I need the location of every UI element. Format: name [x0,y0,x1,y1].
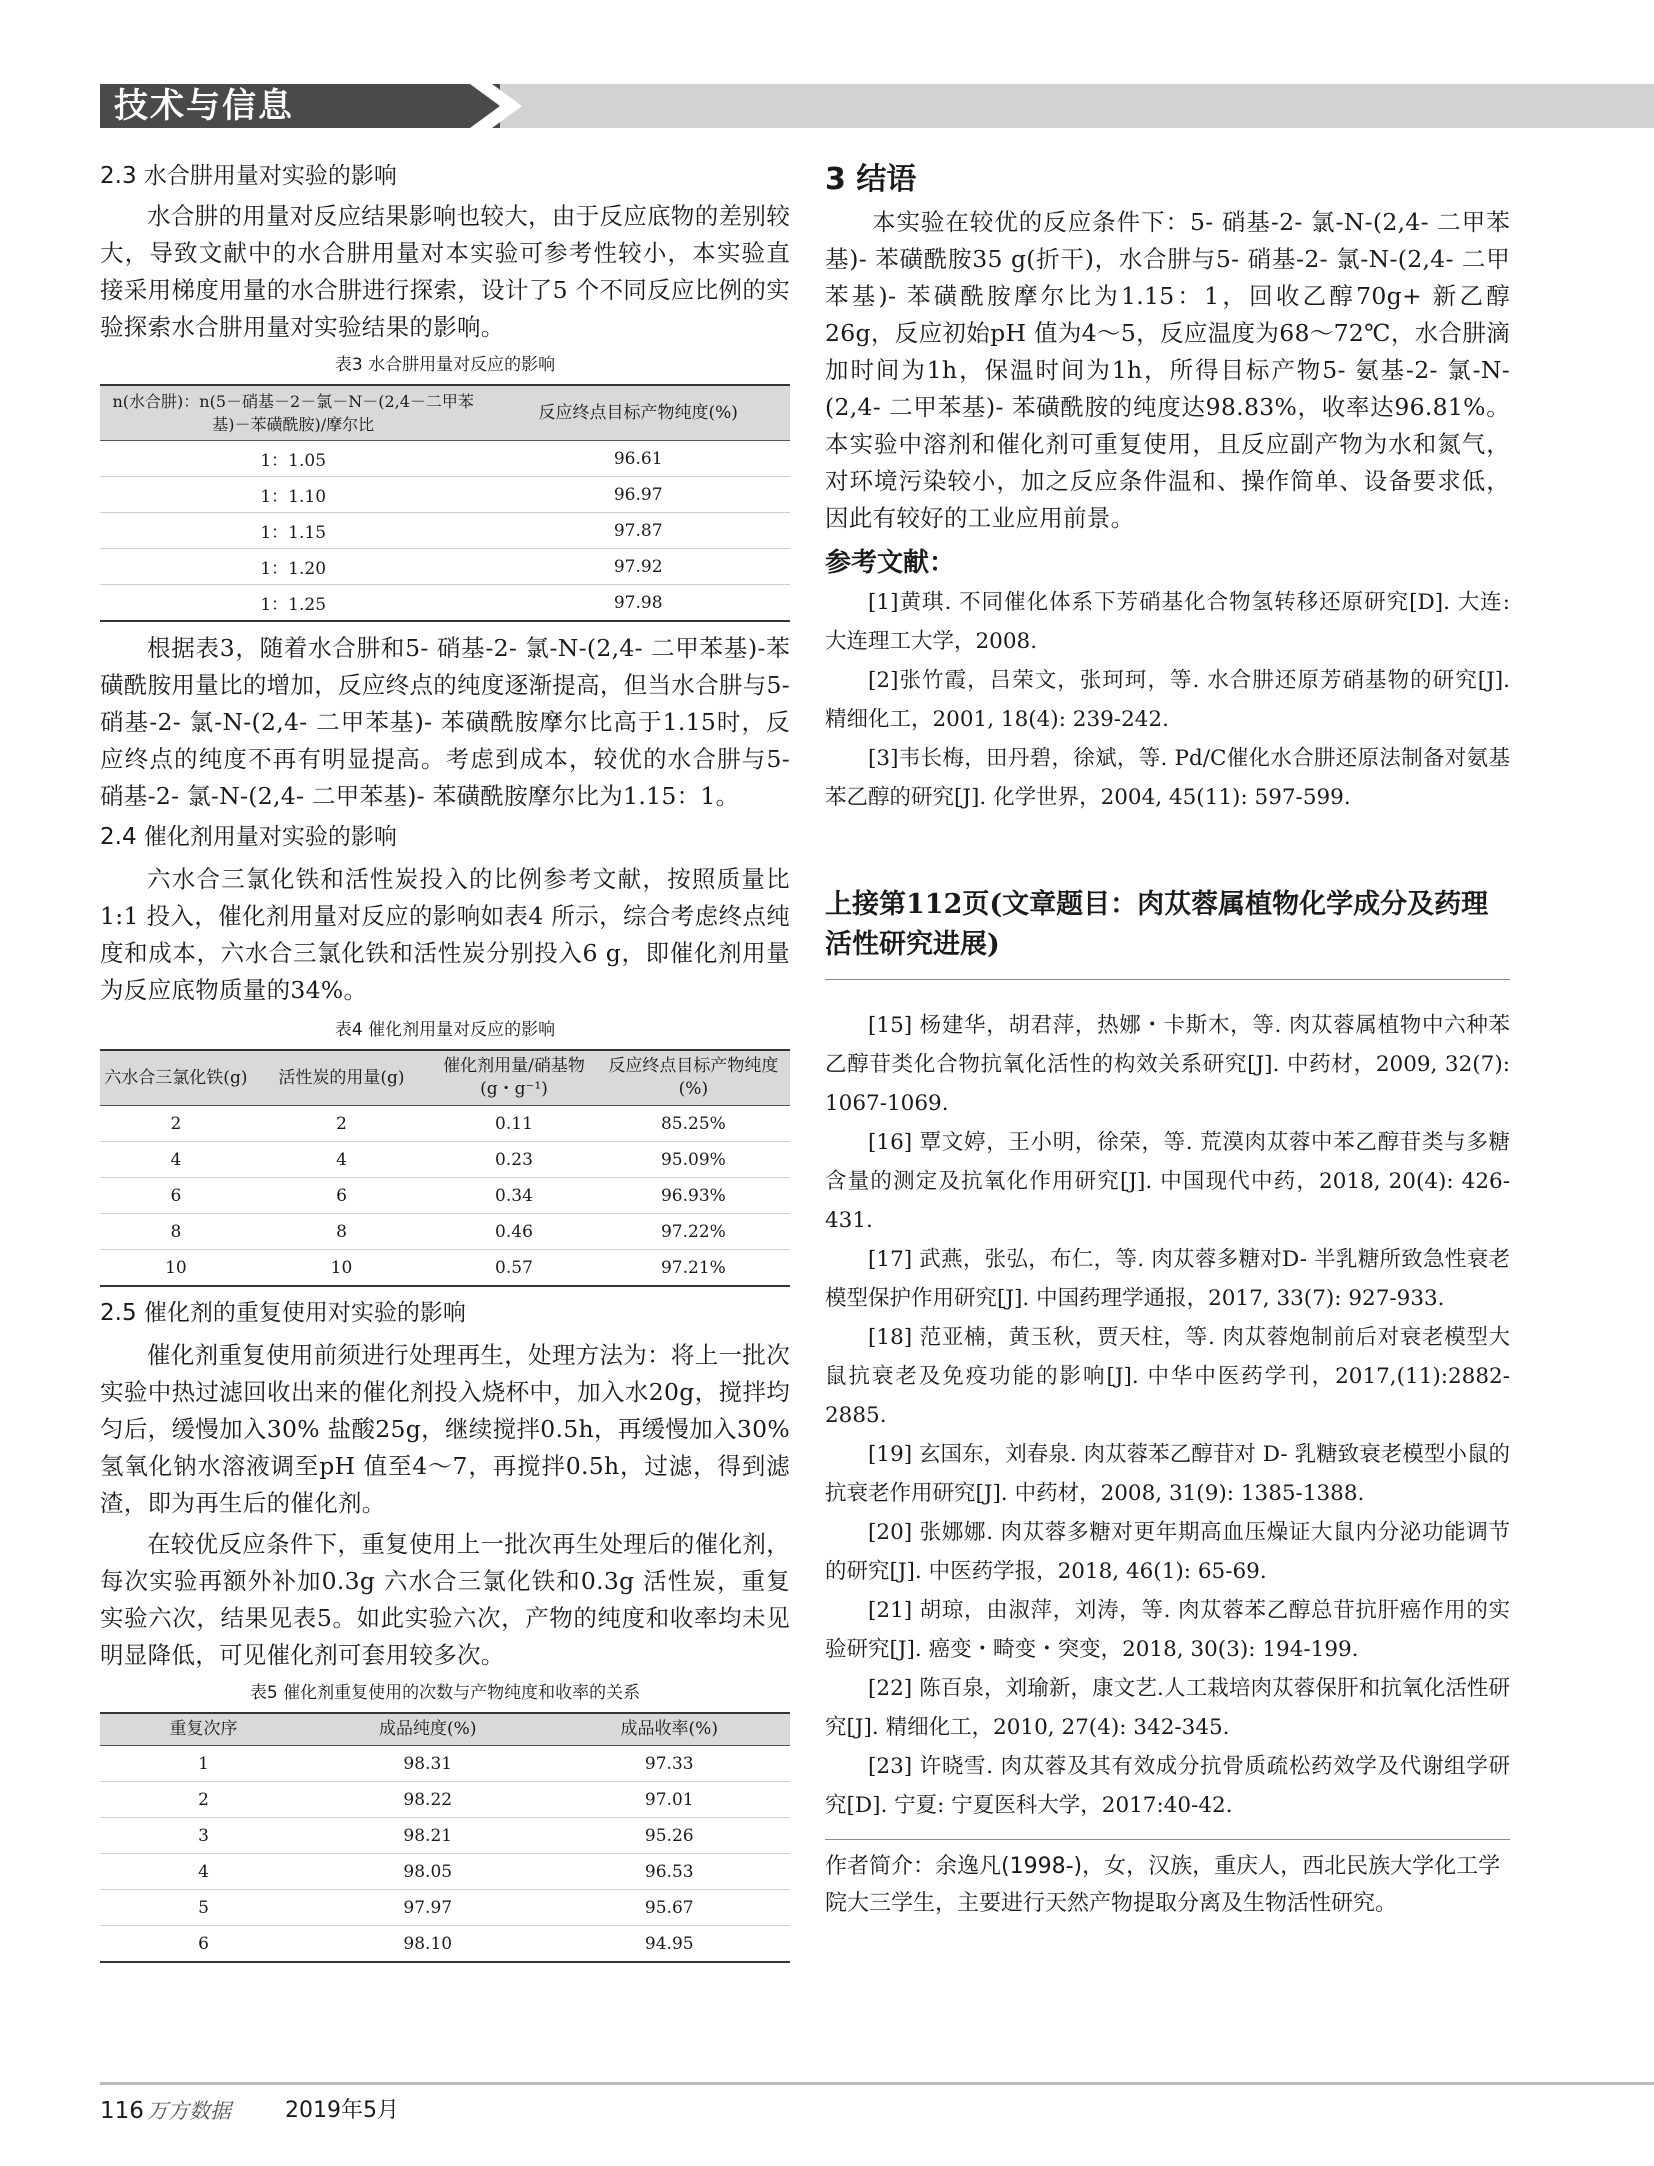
reference-item: [19] 玄国东，刘春泉. 肉苁蓉苯乙醇苷对 D- 乳糖致衰老模型小鼠的抗衰老作用研究[J]. 中药材，2008, 31(9): 1385-1388. [825,1442,1510,1506]
table-cell: 85.25% [597,1106,790,1142]
table-row [100,1142,790,1178]
table-cell: 96.61 [486,441,790,477]
reference-item: [21] 胡琼，由淑萍，刘涛，等. 肉苁蓉苯乙醇总苷抗肝癌作用的实验研究[J]. 癌变・畸变・突变，2018, 30(3): 194-199. [825,1598,1510,1662]
table-cell: 97.22% [597,1214,790,1250]
table-3 [100,384,790,622]
conclusion-paragraph: 本实验在较优的反应条件下：5- 硝基-2- 氯-N-(2,4- 二甲苯基)- 苯磺酰胺35 g(折干)，水合肼与5- 硝基-2- 氯-N-(2,4- 二甲苯基)- 苯磺酰胺摩尔比为1.15：1，回收乙醇70g+ 新乙醇26g，反应初始pH 值为4～5，反应温度为68～72℃，水合肼滴加时间为1h，保温时间为1h，所得目标产物5- 氨基-2- 氯-N-(2,4- 二甲苯基)- 苯磺酰胺的纯度达98.83%，收率达96.81%。本实验中溶剂和催化剂可重复使用，且反应副产物为水和氮气，对环境污染较小，加之反应条件温和、操作简单、设备要求低，因此有较好的工业应用前景。 [825,208,1510,532]
table-cell: 97.01 [549,1782,791,1818]
table-header: 催化剂用量/硝基物(g・g⁻¹) [431,1050,597,1106]
table-cell: 97.97 [307,1890,549,1926]
table-cell: 1：1.25 [100,585,486,622]
table-caption: 表5 催化剂重复使用的次数与产物纯度和收率的关系 [249,1683,641,1703]
table-cell: 97.33 [549,1746,791,1782]
table-cell: 97.92 [486,549,790,585]
table-cell: 4 [100,1854,307,1890]
table-row [100,477,790,513]
references-heading: 参考文献： [825,548,956,578]
table-cell: 98.05 [307,1854,549,1890]
reference-item: [3]韦长梅，田丹碧，徐斌，等. Pd/C催化水合肼还原法制备对氨基苯乙醇的研究[J]. 化学世界，2004, 45(11): 597-599. [825,746,1510,810]
table-cell: 1：1.20 [100,549,486,585]
table-cell: 97.21% [597,1250,790,1287]
table-cell: 96.93% [597,1178,790,1214]
page-number: 116 [100,2098,144,2124]
table-header: n(水合肼)：n(5－硝基－2－氯－N－(2,4－二甲苯基)－苯磺酰胺)/摩尔比 [100,385,486,441]
table-header: 反应终点目标产物纯度(%) [486,385,790,441]
section-title: 技术与信息 [114,86,294,126]
table-row [100,549,790,585]
table-cell: 95.67 [549,1890,791,1926]
table-row [100,513,790,549]
table-row [100,1854,790,1890]
table-row [100,1782,790,1818]
watermark-text: 万方数据 [147,2099,231,2123]
table-row [100,1250,790,1287]
table-cell: 10 [100,1250,252,1287]
reference-item: [15] 杨建华，胡君萍，热娜・卡斯木，等. 肉苁蓉属植物中六种苯乙醇苷类化合物抗氧化活性的构效关系研究[J]. 中药材，2009, 32(7): 1067-1069. [825,1013,1510,1116]
table-cell: 98.10 [307,1926,549,1963]
table-cell: 97.98 [486,585,790,622]
table-cell: 0.11 [431,1106,597,1142]
table-row [100,1214,790,1250]
table-cell: 95.26 [549,1818,791,1854]
table-cell: 96.97 [486,477,790,513]
reference-item: [17] 武燕，张弘，布仁，等. 肉苁蓉多糖对D- 半乳糖所致急性衰老模型保护作用研究[J]. 中国药理学通报，2017, 33(7): 927-933. [825,1247,1510,1311]
table-row [100,585,790,622]
reference-item: [2]张竹霞，吕荣文，张珂珂，等. 水合肼还原芳硝基物的研究[J]. 精细化工，2001, 18(4): 239-242. [825,668,1510,732]
table-header: 重复次序 [100,1713,307,1746]
paragraph: 在较优反应条件下，重复使用上一批次再生处理后的催化剂，每次实验再额外补加0.3g 六水合三氯化铁和0.3g 活性炭，重复实验六次，结果见表5。如此实验六次，产物的纯度和收率均未见明显降低，可见催化剂可套用较多次。 [100,1530,790,1669]
table-cell: 97.87 [486,513,790,549]
right-column [825,160,1510,1922]
table-cell: 1 [100,1746,307,1782]
table-cell: 94.95 [549,1926,791,1963]
table-cell: 8 [252,1214,431,1250]
paragraph: 根据表3，随着水合肼和5- 硝基-2- 氯-N-(2,4- 二甲苯基)-苯磺酰胺用量比的增加，反应终点的纯度逐渐提高，但当水合肼与5- 硝基-2- 氯-N-(2,4- 二甲苯基)- 苯磺酰胺摩尔比高于1.15时，反应终点的纯度不再有明显提高。考虑到成本，较优的水合肼与5- 硝基-2- 氯-N-(2,4- 二甲苯基)- 苯磺酰胺摩尔比为1.15：1。 [100,634,790,810]
left-column [100,160,790,1963]
table-cell: 8 [100,1214,252,1250]
table-cell: 1：1.15 [100,513,486,549]
table-header: 成品纯度(%) [307,1713,549,1746]
reference-item: [18] 范亚楠，黄玉秋，贾天柱，等. 肉苁蓉炮制前后对衰老模型大鼠抗衰老及免疫功能的影响[J]. 中华中医药学刊，2017,(11):2882-2885. [825,1325,1510,1428]
section-heading-2-3: 2.3 水合肼用量对实验的影响 [100,163,397,189]
table-header: 反应终点目标产物纯度(%) [597,1050,790,1106]
paragraph: 催化剂重复使用前须进行处理再生，处理方法为：将上一批次实验中热过滤回收出来的催化剂投入烧杯中，加入水20g，搅拌均匀后，缓慢加入30% 盐酸25g，继续搅拌0.5h，再缓慢加入30% 氢氧化钠水溶液调至pH 值至4～7，再搅拌0.5h，过滤，得到滤渣，即为再生后的催化剂。 [100,1341,790,1517]
table-cell: 4 [252,1142,431,1178]
issue-date: 2019年5月 [285,2098,399,2123]
divider [825,1839,1510,1840]
table-row [100,441,790,477]
author-bio: 作者简介：余逸凡(1998-)，女，汉族，重庆人，西北民族大学化工学院大三学生，主要进行天然产物提取分离及生物活性研究。 [825,1854,1501,1916]
table-cell: 98.31 [307,1746,549,1782]
table-4 [100,1049,790,1287]
table-cell: 3 [100,1818,307,1854]
reference-item: [1]黄琪. 不同催化体系下芳硝基化合物氢转移还原研究[D]. 大连: 大连理工大学，2008. [825,590,1510,654]
table-cell: 6 [100,1926,307,1963]
table-header: 六水合三氯化铁(g) [100,1050,252,1106]
continued-heading: 上接第112页(文章题目：肉苁蓉属植物化学成分及药理活性研究进展) [825,889,1489,960]
table-cell: 1：1.05 [100,441,486,477]
conclusion-heading: 3 结语 [825,162,917,197]
reference-item: [22] 陈百泉，刘瑜新，康文艺.人工栽培肉苁蓉保肝和抗氧化活性研究[J]. 精细化工，2010, 27(4): 342-345. [825,1676,1510,1740]
paragraph: 水合肼的用量对反应结果影响也较大，由于反应底物的差别较大，导致文献中的水合肼用量对本实验可参考性较小，本实验直接采用梯度用量的水合肼进行探索，设计了5 个不同反应比例的实验探索水合肼用量对实验结果的影响。 [100,202,790,341]
table-row [100,1890,790,1926]
table-cell: 0.23 [431,1142,597,1178]
table-5 [100,1712,790,1963]
table-cell: 6 [100,1178,252,1214]
table-row [100,1106,790,1142]
table-header: 成品收率(%) [549,1713,791,1746]
table-cell: 96.53 [549,1854,791,1890]
table-caption: 表3 水合肼用量对反应的影响 [334,355,556,375]
table-cell: 5 [100,1890,307,1926]
table-cell: 98.22 [307,1782,549,1818]
table-cell: 2 [252,1106,431,1142]
table-cell: 2 [100,1106,252,1142]
table-cell: 4 [100,1142,252,1178]
section-heading-2-5: 2.5 催化剂的重复使用对实验的影响 [100,1300,466,1326]
table-cell: 2 [100,1782,307,1818]
reference-item: [23] 许晓雪. 肉苁蓉及其有效成分抗骨质疏松药效学及代谢组学研究[D]. 宁夏: 宁夏医科大学，2017:40-42. [825,1754,1510,1818]
footer-rule [100,2082,1654,2085]
table-caption: 表4 催化剂用量对反应的影响 [334,1020,556,1040]
reference-item: [20] 张娜娜. 肉苁蓉多糖对更年期高血压燥证大鼠内分泌功能调节的研究[J]. 中医药学报，2018, 46(1): 65-69. [825,1520,1510,1584]
table-cell: 0.57 [431,1250,597,1287]
table-row [100,1746,790,1782]
table-cell: 10 [252,1250,431,1287]
table-cell: 0.46 [431,1214,597,1250]
divider [825,979,1510,980]
table-cell: 0.34 [431,1178,597,1214]
table-header: 活性炭的用量(g) [252,1050,431,1106]
table-cell: 95.09% [597,1142,790,1178]
table-cell: 1：1.10 [100,477,486,513]
reference-item: [16] 覃文婷，王小明，徐荣，等. 荒漠肉苁蓉中苯乙醇苷类与多糖含量的测定及抗氧化作用研究[J]. 中国现代中药，2018, 20(4): 426-431. [825,1130,1510,1233]
section-heading-2-4: 2.4 催化剂用量对实验的影响 [100,824,397,850]
table-row [100,1926,790,1963]
table-row [100,1178,790,1214]
paragraph: 六水合三氯化铁和活性炭投入的比例参考文献，按照质量比1:1 投入，催化剂用量对反应的影响如表4 所示，综合考虑终点纯度和成本，六水合三氯化铁和活性炭分别投入6 g，即催化剂用量为反应底物质量的34%。 [100,865,790,1004]
table-cell: 98.21 [307,1818,549,1854]
table-cell: 6 [252,1178,431,1214]
table-row [100,1818,790,1854]
